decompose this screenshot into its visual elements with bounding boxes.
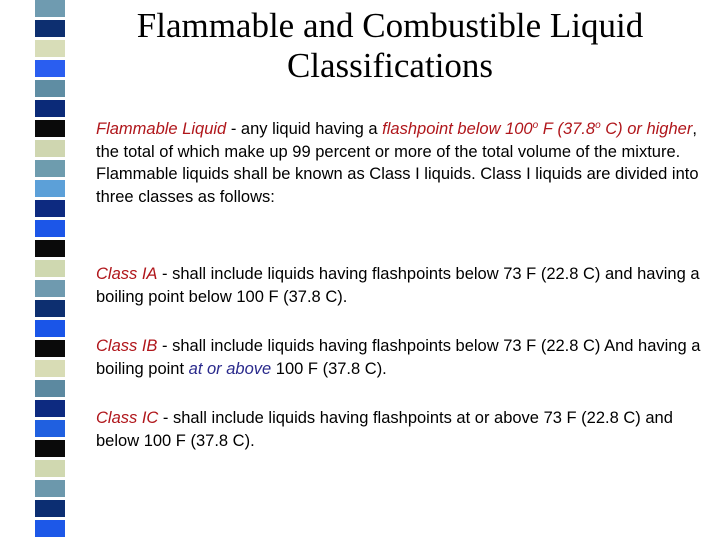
term-class-ib: Class IB (96, 337, 158, 355)
class-ib-text-2: 100 F (37.8 C). (271, 359, 387, 378)
strip-block (35, 440, 65, 460)
class-ic-text: - shall include liquids having flashpoints at or above 73 F (22.8 C) and below 100 F (37.8 C). (96, 409, 673, 450)
intro-separator: - any liquid having a (226, 120, 383, 138)
strip-block (35, 260, 65, 280)
class-ib-paragraph (96, 335, 706, 380)
strip-block (35, 140, 65, 160)
strip-block (35, 80, 65, 100)
strip-block (35, 360, 65, 380)
title-line-2: Classifications (286, 46, 494, 85)
celsius-phrase-end: C) or higher (600, 120, 693, 138)
strip-block (35, 100, 65, 120)
strip-block (35, 0, 65, 20)
strip-block (35, 400, 65, 420)
intro-body-text: , the total of which make up 99 percent or more of the total volume of the mixture. Flammable liquids shall be known as Class I liquids. Class I liquids are divided into three classes as follows: (96, 120, 699, 206)
strip-block (35, 120, 65, 140)
flashpoint-phrase: flashpoint below 100 (382, 120, 533, 138)
class-ic-paragraph (96, 407, 706, 452)
strip-block (35, 520, 65, 540)
strip-block (35, 160, 65, 180)
flammable-liquid-definition (96, 118, 706, 208)
class-ia-text: - shall include liquids having flashpoints below 73 F (22.8 C) and having a boiling point below 100 F (37.8 C). (96, 265, 700, 306)
degree-sup-2: o (595, 120, 601, 131)
strip-block (35, 340, 65, 360)
flashpoint-unit: F (538, 120, 553, 138)
strip-block (35, 320, 65, 340)
strip-block (35, 40, 65, 60)
term-class-ia: Class IA (96, 265, 158, 283)
class-ia-paragraph (96, 263, 706, 308)
strip-block (35, 220, 65, 240)
slide-title (80, 6, 700, 86)
celsius-phrase: (37.8 (557, 120, 596, 138)
class-ib-emphasis: at or above (188, 359, 272, 378)
strip-block (35, 300, 65, 320)
strip-block (35, 420, 65, 440)
strip-block (35, 240, 65, 260)
title-line-1: Flammable and Combustible Liquid (136, 6, 644, 45)
term-flammable-liquid: Flammable Liquid (96, 120, 227, 138)
strip-block (35, 500, 65, 520)
strip-block (35, 480, 65, 500)
strip-block (35, 20, 65, 40)
decorative-color-strip (35, 0, 65, 540)
term-class-ic: Class IC (96, 409, 159, 427)
strip-block (35, 280, 65, 300)
strip-block (35, 200, 65, 220)
strip-block (35, 180, 65, 200)
strip-block (35, 60, 65, 80)
strip-block (35, 380, 65, 400)
degree-sup-1: o (532, 120, 539, 131)
strip-block (35, 460, 65, 480)
class-ib-text-1: - shall include liquids having flashpoints below 73 F (22.8 C) And having a boiling point (96, 337, 701, 378)
